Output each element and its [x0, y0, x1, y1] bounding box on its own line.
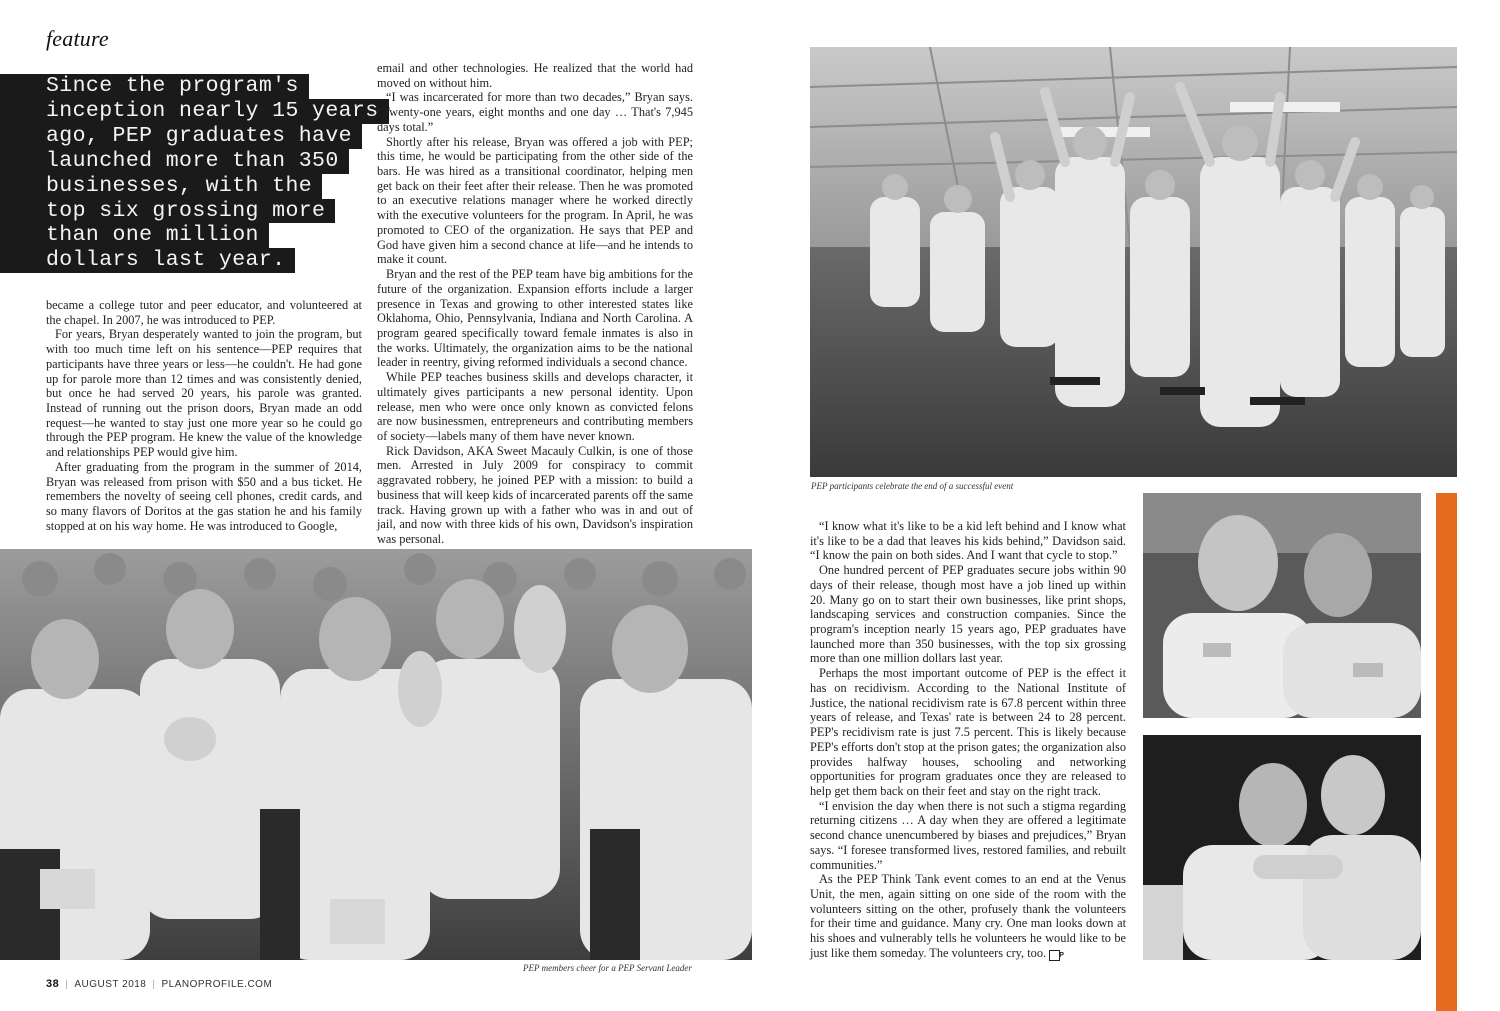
- paragraph: [810, 872, 1126, 961]
- portrait-photo-top-image: [1143, 493, 1421, 718]
- celebration-photo-image: [810, 47, 1457, 477]
- paragraph: email and other technologies. He realized that the world had moved on without him.: [377, 61, 693, 90]
- pull-quote-line: ago, PEP graduates have: [0, 124, 362, 149]
- article-column-2: [377, 61, 693, 547]
- celebration-photo: [810, 47, 1457, 477]
- portrait-photo-bottom: [1143, 735, 1421, 960]
- portrait-photo-bottom-image: [1143, 735, 1421, 960]
- pull-quote-line: than one million: [0, 223, 269, 248]
- paragraph: After graduating from the program in the summer of 2014, Bryan was released from prison with $50 and a bus ticket. He remembers the novelty of seeing cell phones, credit cards, and so many flavors of Doritos at the gas station he and his family stopped at on his way home. He was introduced to Google,: [46, 459, 362, 533]
- paragraph: While PEP teaches business skills and develops character, it ultimately gives participants a new personal identity. Upon release, men who were once only known as convicted felons are now businessmen, entrepreneurs and contributing members of society—labels many of them have never known.: [377, 370, 693, 443]
- pull-quote-line: inception nearly 15 years: [0, 99, 389, 124]
- pull-quote-line: top six grossing more: [0, 199, 335, 224]
- paragraph: Bryan and the rest of the PEP team have big ambitions for the future of the organization. Expansion efforts include a larger presence in Texas and growing to other interested states like Oklahoma, Ohio, Pennsylvania, Indiana and North Carolina. A program geared specifically toward female inmates is also in the works. Ultimately, the organization aims to be the national leader in reentry, giving reformed individuals a second chance.: [377, 267, 693, 370]
- article-column-1: [46, 298, 362, 534]
- end-mark-icon: P: [1049, 950, 1060, 961]
- cheering-photo-image: [0, 549, 752, 960]
- portrait-photo-top: [1143, 493, 1421, 718]
- pull-quote-line: businesses, with the: [0, 174, 322, 199]
- photo-caption: PEP participants celebrate the end of a successful event: [811, 481, 1014, 491]
- paragraph-text: As the PEP Think Tank event comes to an end at the Venus Unit, the men, again sitting on one side of the room with the volunteers sitting on the other, profusely thank the volunteers for their time and guidance. Many cry. One man looks down at his shoes and vulnerably tells he volunteers he would like to be just like them someday. The volunteers cry, too.: [810, 872, 1126, 960]
- article-column-3: [810, 519, 1126, 961]
- paragraph: Rick Davidson, AKA Sweet Macauly Culkin, is one of those men. Arrested in July 2009 for conspiracy to commit aggravated robbery, he joined PEP with a mission: to build a business that will keep kids of incarcerated parents off the same track. Having grown up with a father who was in and out of jail, and now with three kids of his own, Davidson's inspiration was personal.: [377, 443, 693, 546]
- paragraph: “I envision the day when there is not such a stigma regarding returning citizens … A day when they are offered a legitimate second chance unencumbered by biases and prejudices,” Bryan says. “I foresee transformed lives, restored families, and rebuilt communities.”: [810, 798, 1126, 872]
- paragraph: One hundred percent of PEP graduates secure jobs within 90 days of their release, though most have a job lined up within 20. Many go on to start their own businesses, like print shops, landscaping services and construction companies. Since the program's inception nearly 15 years ago, PEP graduates have launched more than 350 businesses, with the top six grossing more than one million dollars last year.: [810, 563, 1126, 666]
- pull-quote: [0, 74, 379, 273]
- page-number: 38: [46, 978, 60, 990]
- pull-quote-line: dollars last year.: [0, 248, 295, 273]
- website-link[interactable]: PLANOPROFILE.COM: [161, 979, 273, 990]
- pull-quote-line: Since the program's: [0, 74, 309, 99]
- pull-quote-line: launched more than 350: [0, 149, 349, 174]
- page-footer: 38 | AUGUST 2018 | PLANOPROFILE.COM: [46, 978, 273, 990]
- paragraph: “I know what it's like to be a kid left behind and I know what it's like to be a dad that leaves his kids behind,” Davidson said. “I know the pain on both sides. And I want that cycle to stop.”: [810, 519, 1126, 563]
- section-label: feature: [46, 26, 109, 51]
- accent-bar: [1436, 493, 1457, 1011]
- paragraph: Shortly after his release, Bryan was offered a job with PEP; this time, he would be participating from the other side of the bars. He was hired as a transitional coordinator, helping men get back on their feet after their release. Then he was promoted to an executive relations manager where he worked directly with the executive volunteers for the program. In April, he was promoted to CEO of the organization. He says that PEP and God have given him a second chance at life—and he intends to make it count.: [377, 134, 693, 267]
- issue-date: AUGUST 2018: [74, 979, 147, 990]
- paragraph: became a college tutor and peer educator, and volunteered at the chapel. In 2007, he was introduced to PEP.: [46, 298, 362, 327]
- paragraph: “I was incarcerated for more than two decades,” Bryan says. “Twenty-one years, eight months and one day … That's 7,945 days total.”: [377, 90, 693, 134]
- photo-caption: PEP members cheer for a PEP Servant Leader: [523, 963, 692, 973]
- cheering-photo: [0, 549, 752, 960]
- paragraph: Perhaps the most important outcome of PEP is the effect it has on recidivism. According to the National Institute of Justice, the national recidivism rate is 67.8 percent within three years of release, and Texas' rate is between 24 to 28 percent. PEP's recidivism rate is just 7.5 percent. This is likely because PEP's efforts don't stop at the prison gates; the organization also provides halfway houses, schooling and networking opportunities for program graduates once they are released to help get them back on their feet and stay on the right track.: [810, 666, 1126, 798]
- paragraph: For years, Bryan desperately wanted to join the program, but with too much time left on his sentence—PEP requires that participants have three years or less—he couldn't. He had gone up for parole more than 12 times and was consistently denied, but once he had served 20 years, his parole was granted. Instead of running out the prison doors, Bryan made an odd request—he wanted to stay just one more year so he could go through the PEP program. He knew the value of the knowledge and relationships PEP would give him.: [46, 327, 362, 460]
